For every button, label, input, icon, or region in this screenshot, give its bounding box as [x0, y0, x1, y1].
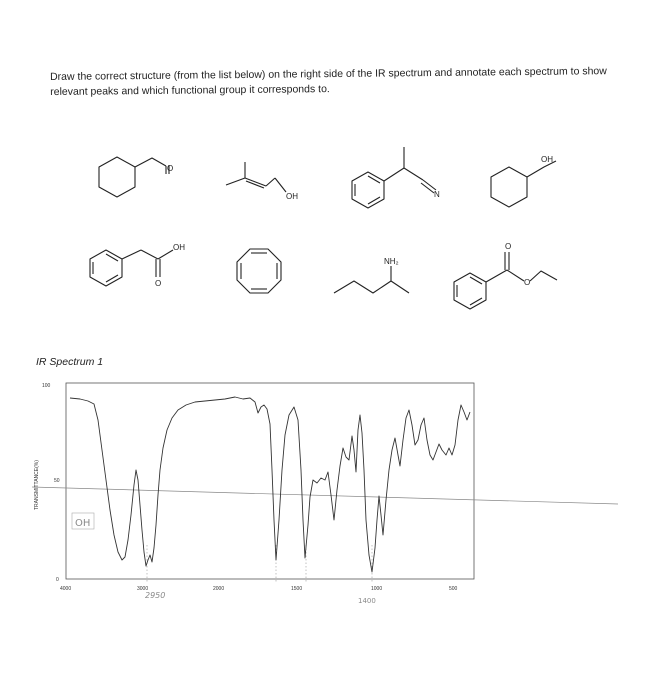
acid-o-label: O [155, 279, 162, 288]
x-tick-3000: 3000 [137, 586, 149, 592]
svg-text:OH: OH [75, 518, 91, 529]
alkene-oh-label: OH [286, 192, 298, 201]
y-tick-100: 100 [42, 383, 51, 389]
y-tick-50: 50 [54, 478, 60, 484]
x-tick-1500: 1500 [291, 586, 303, 592]
ester-carbonyl-o-label: O [505, 242, 512, 251]
y-tick-0: 0 [56, 577, 59, 583]
fold-line [32, 487, 618, 504]
aldehyde-o-label: O [167, 164, 174, 173]
instructions-text: Draw the correct structure (from the list below) on the right side of the IR spectrum and annotate each spectrum to show relevant peaks and which functional group it corresponds to. [50, 65, 607, 98]
handwritten-2950: 2950 [145, 591, 166, 600]
handwritten-1400: 1400 [358, 597, 376, 605]
acid-oh-label: OH [173, 243, 185, 252]
spectrum-heading: IR Spectrum 1 [36, 356, 104, 368]
alcohol-oh-label: OH [541, 155, 553, 164]
x-tick-1000: 1000 [371, 586, 383, 592]
nitrile-n-label: N [434, 190, 440, 199]
handwritten-oh-box [72, 513, 94, 529]
x-tick-500: 500 [449, 586, 458, 592]
spectrum-trace [70, 397, 470, 572]
y-axis-label: TRANSMITTANCE(%) [34, 460, 40, 510]
ester-o-label: O [524, 278, 531, 287]
spectrum-frame [66, 383, 474, 579]
amine-nh2-label: NH₂ [384, 257, 399, 266]
x-tick-4000: 4000 [60, 586, 72, 592]
x-tick-2000: 2000 [213, 586, 225, 592]
